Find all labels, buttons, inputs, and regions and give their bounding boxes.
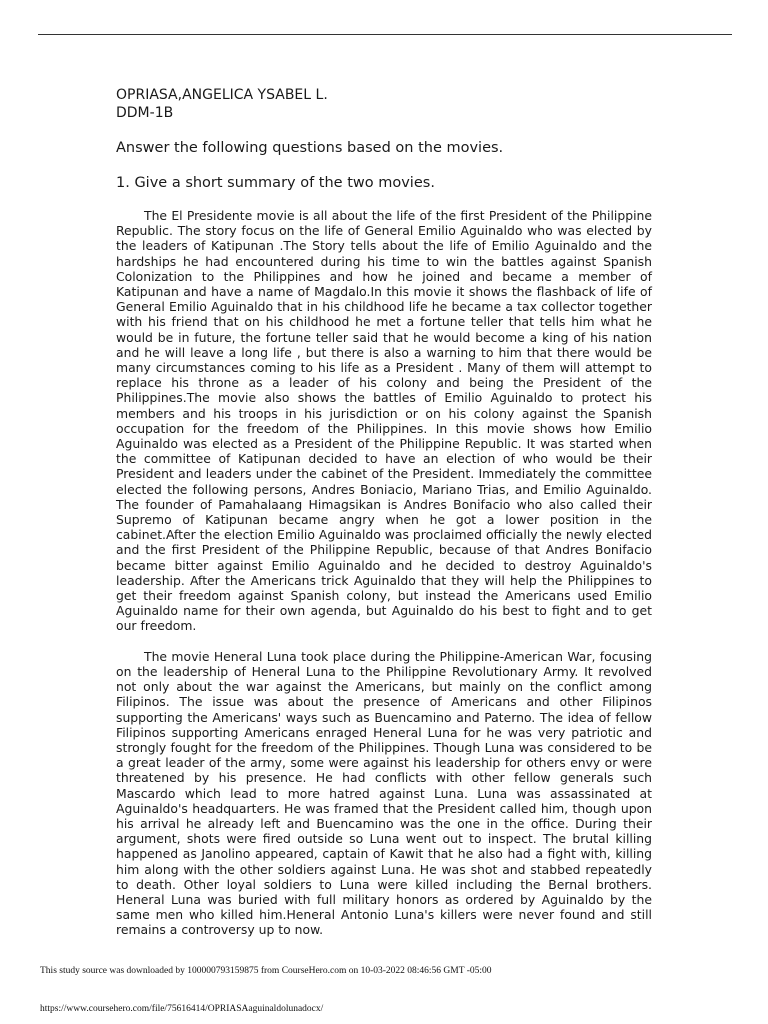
top-divider: [38, 34, 732, 35]
summary-el-presidente: The El Presidente movie is all about the life of the first President of the Philippine Republic. The story focus on the life of General Emilio Aguinaldo who was elected by the leaders of Katipunan .The Story tells about the life of Emilio Aguinaldo and the hardships he had encountered during his time to win the battles against Spanish Colonization to the Philippines and how he joined and became a member of Katipunan and have a name of Magdalo.In this movie it shows the flashback of life of General Emilio Aguinaldo that in his childhood life he became a tax collector together with his friend that on his childhood he met a fortune teller that tells him what he would be in future, the fortune teller said that he would become a king of his nation and he will leave a long life , but there is also a warning to him that there would be many circumstances coming to his life as a President . Many of them will attempt to replace his throne as a leader of his colony and being the President of the Philippines.The movie also shows the battles of Emilio Aguinaldo to protect his members and his troops in his jurisdiction or on his colony against the Spanish occupation for the freedom of the Philippines. In this movie shows how Emilio Aguinaldo was elected as a President of the Philippine Republic. It was started when the committee of Katipunan decided to have an election of who would be their President and leaders under the cabinet of the President. Immediately the committee elected the following persons, Andres Boniacio, Mariano Trias, and Emilio Aguinaldo. The founder of Pamahalaang Himagsikan is Andres Bonifacio who also called their Supremo of Katipunan became angry when he got a lower position in the cabinet.After the election Emilio Aguinaldo was proclaimed officially the newly elected and the first President of the Philippine Republic, because of that Andres Bonifacio became bitter against Emilio Aguinaldo and he decided to destroy Aguinaldo's leadership. After the Americans trick Aguinaldo that they will help the Philippines to get their freedom against Spanish colony, but instead the Americans used Emilio Aguinaldo name for their own agenda, but Aguinaldo do his best to fight and to get our freedom.: [116, 208, 652, 634]
question-1: 1. Give a short summary of the two movies.: [116, 175, 435, 191]
instructions: Answer the following questions based on the movies.: [116, 140, 504, 156]
student-name: OPRIASA,ANGELICA YSABEL L.: [116, 87, 328, 103]
summary-heneral-luna: The movie Heneral Luna took place during the Philippine-American War, focusing on the leadership of Heneral Luna to the Philippine Revolutionary Army. It revolved not only about the war against the Americans, but mainly on the conflict among Filipinos. The issue was about the presence of Americans and other Filipinos supporting the Americans' ways such as Buencamino and Paterno. The idea of fellow Filipinos supporting Americans enraged Heneral Luna for he was very patriotic and strongly fought for the freedom of the Philippines. Though Luna was considered to be a great leader of the army, some were against his leadership for others envy or were threatened by his presence. He had conflicts with other fellow generals such Mascardo which lead to more hatred against Luna. Luna was assassinated at Aguinaldo's headquarters. He was framed that the President called him, though upon his arrival he already left and Buencamino was the one in the office. During their argument, shots were fired outside so Luna went out to inspect. The brutal killing happened as Janolino appeared, captain of Kawit that he also had a fight with, killing him along with the other soldiers against Luna. He was shot and stabbed repeatedly to death. Other loyal soldiers to Luna were killed including the Bernal brothers. Heneral Luna was buried with full military honors as ordered by Aguinaldo by the same men who killed him.Heneral Antonio Luna's killers were never found and still remains a controversy up to now.: [116, 648, 652, 938]
document-body: [116, 86, 652, 938]
student-section: DDM-1B: [116, 105, 174, 121]
download-notice: This study source was downloaded by 100000793159875 from CourseHero.com on 10-03-2022 08:46:56 GMT -05:00: [40, 966, 492, 976]
source-url[interactable]: https://www.coursehero.com/file/75616414/OPRIASAaguinaldolunadocx/: [40, 1004, 324, 1014]
